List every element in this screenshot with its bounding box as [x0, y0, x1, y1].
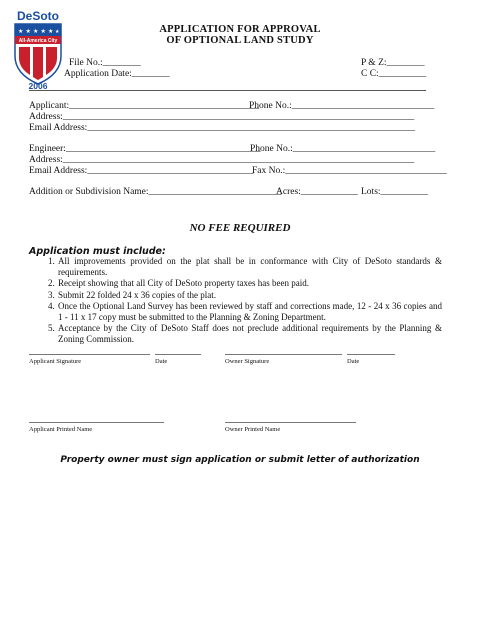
engineer-field[interactable]: Engineer:_________________________________________	[29, 144, 261, 154]
applicant-phone-field[interactable]: Phone No.:______________________________	[249, 101, 435, 111]
owner-printed-name-label: Owner Printed Name	[225, 426, 281, 433]
owner-signature-label: Owner Signature	[225, 358, 270, 365]
engineer-address-field[interactable]: Address:__________________________________________________________________________	[29, 155, 415, 165]
svg-text:★: ★	[25, 28, 31, 35]
applicant-signature-label: Applicant Signature	[29, 358, 82, 365]
owner-signature-line[interactable]	[225, 354, 342, 355]
desoto-logo	[10, 8, 66, 90]
lots-field[interactable]: Lots:__________	[361, 187, 429, 197]
cc-field[interactable]: C C:__________	[361, 69, 427, 79]
svg-text:★: ★	[40, 28, 46, 35]
acres-field[interactable]: Acres:____________	[276, 187, 358, 197]
pz-field[interactable]: P & Z:________	[361, 58, 425, 68]
header-divider	[29, 90, 426, 91]
applicant-date-line[interactable]	[155, 354, 201, 355]
applicant-printed-name-label: Applicant Printed Name	[29, 426, 93, 433]
requirements-list	[42, 256, 442, 346]
engineer-phone-field[interactable]: Phone No.:______________________________	[250, 144, 436, 154]
application-date-field[interactable]: Application Date:________	[64, 69, 170, 79]
applicant-address-field[interactable]: Address:__________________________________________________________________________	[29, 112, 415, 122]
owner-date-label: Date	[347, 358, 360, 365]
requirement-item: 3. Submit 22 folded 24 x 36 copies of the plat.	[57, 290, 442, 301]
title-line-2: OF OPTIONAL LAND STUDY	[166, 35, 314, 46]
file-no-field[interactable]: File No.:________	[69, 58, 141, 68]
requirements-heading: Application must include:	[29, 246, 166, 257]
owner-date-line[interactable]	[347, 354, 395, 355]
applicant-signature-line[interactable]	[29, 354, 150, 355]
requirement-item: 1. All improvements provided on the plat shall be in conformance with City of DeSoto standards & requirements.	[57, 256, 442, 278]
applicant-field[interactable]: Applicant:________________________________________	[29, 101, 260, 111]
applicant-email-field[interactable]: Email Address:_____________________________________________________________________	[29, 123, 416, 133]
requirement-item: 2. Receipt showing that all City of DeSoto property taxes has been paid.	[57, 278, 442, 289]
engineer-email-field[interactable]: Email Address:___________________________________	[29, 166, 254, 176]
subdivision-name-field[interactable]: Addition or Subdivision Name:____________________________	[29, 187, 282, 197]
applicant-printed-name-line[interactable]	[29, 422, 164, 423]
svg-text:★: ★	[55, 29, 60, 35]
svg-text:★: ★	[33, 28, 39, 35]
authorization-notice: Property owner must sign application or submit letter of authorization	[60, 455, 420, 465]
no-fee-notice: NO FEE REQUIRED	[189, 222, 291, 234]
logo-banner: All-America City	[18, 38, 58, 44]
svg-text:★: ★	[48, 28, 54, 35]
title-line-1: APPLICATION FOR APPROVAL	[159, 24, 321, 35]
applicant-date-label: Date	[155, 358, 168, 365]
svg-text:★: ★	[18, 28, 24, 35]
logo-city: DeSoto	[17, 9, 59, 23]
requirement-item: 4. Once the Optional Land Survey has been reviewed by staff and corrections made, 12 - 24 x 36 copies and 1 - 11 x 17 copy must be submitted to the Planning & Zoning Department.	[57, 301, 442, 323]
owner-printed-name-line[interactable]	[225, 422, 356, 423]
requirement-item: 5. Acceptance by the City of DeSoto Staff does not preclude additional requirements by the Planning & Zoning Commission.	[57, 323, 442, 345]
engineer-fax-field[interactable]: Fax No.:__________________________________	[252, 166, 447, 176]
logo-year: 2006	[28, 81, 48, 90]
